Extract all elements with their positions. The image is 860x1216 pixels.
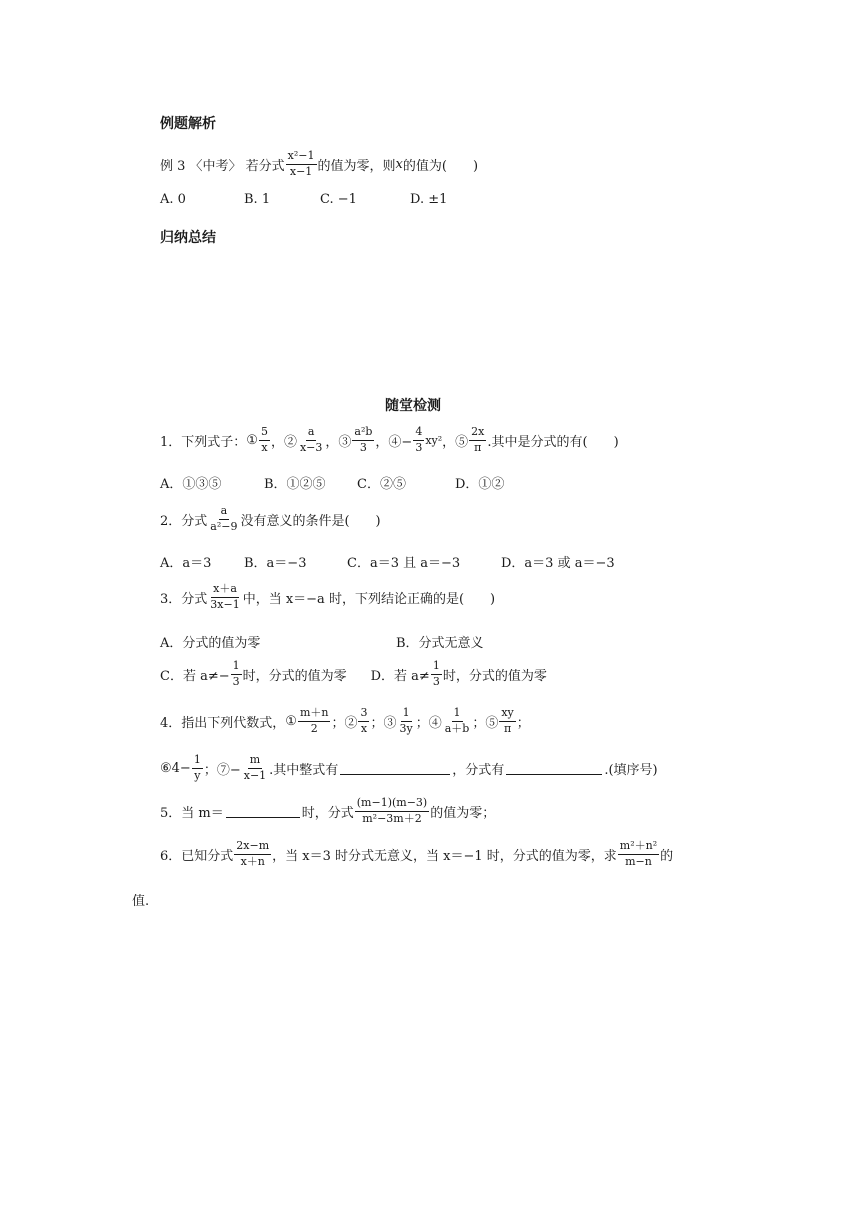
q1-option-b: B．①②⑤: [264, 477, 326, 492]
q4-item-4: ；④: [415, 715, 442, 731]
ex3-option-b: B. 1: [244, 192, 271, 207]
q3-option-c-pre: C．若 a≠−: [160, 668, 230, 684]
q1-frac-2: [298, 426, 324, 454]
q1-tail: .其中是分式的有( ): [487, 434, 619, 450]
q6-frac-1-den: x＋n: [240, 854, 265, 868]
q4-item-3: ；③: [370, 715, 397, 731]
q3-option-d-frac: [431, 660, 442, 688]
q4-item-7: ；⑦−: [203, 762, 241, 778]
ex3-fraction: [286, 150, 317, 178]
example-3: [160, 150, 478, 178]
q3-frac-den: 3x−1: [210, 597, 240, 611]
q4-item-6: ⑥4−: [160, 760, 191, 776]
q1-f4-den: 3: [415, 440, 423, 454]
ex3-var: x: [395, 156, 403, 172]
q4-f4-den: a＋b: [444, 721, 470, 735]
q1-f1-num: 5: [259, 426, 270, 441]
q1-frac-3: [352, 426, 374, 454]
q3-tail: 中，当 x＝−a 时，下列结论正确的是( ): [242, 591, 496, 607]
ex3-frac-num: x²−1: [286, 150, 317, 165]
q6-frac-2-den: m−n: [625, 854, 652, 868]
q1-number: 1．下列式子：: [160, 434, 247, 450]
q1-item-4: ，④−: [375, 434, 413, 450]
q2-frac-den: a²−9: [210, 519, 238, 533]
q1-f4-num: 4: [413, 426, 424, 441]
ex3-option-a: A. 0: [160, 192, 186, 207]
q3-frac-num: x＋a: [211, 583, 239, 598]
q3-options-ab: [160, 632, 484, 651]
q3-option-d-post: 时，分式的值为零: [442, 668, 547, 684]
q5-frac-den: m²−3m＋2: [362, 811, 422, 825]
q3-options-cd: [160, 660, 547, 688]
q5-frac: [355, 797, 429, 825]
ex3-suffix-a: 的值为零，则: [317, 158, 396, 174]
q4-frac-2: [358, 707, 369, 735]
q3-c-frac-den: 3: [232, 674, 240, 688]
ex3-option-d: D. ±1: [410, 192, 448, 207]
q4-frac-3: [397, 707, 414, 735]
q1-options: [160, 473, 504, 492]
q2-frac-num: a: [219, 505, 230, 520]
q4-blank-fraction[interactable]: [506, 761, 602, 775]
q4-f6-num: 1: [192, 754, 203, 769]
example-heading: 例题解析: [160, 116, 216, 132]
q4-item-5-tail: ；: [516, 715, 530, 731]
q2-option-c: C．a＝3 且 a＝−3: [347, 556, 461, 571]
q1-item-4-tail: xy²: [425, 433, 443, 447]
q1-item-5: ，⑤: [442, 434, 469, 450]
q6-frac-2-num: m²＋n²: [618, 840, 659, 855]
q4-f4-num: 1: [452, 707, 463, 722]
q6-text-1: ，当 x＝3 时分式无意义，当 x＝−1 时，分式的值为零，求: [272, 848, 617, 864]
q4-f5-num: xy: [499, 707, 515, 722]
q5-text-1: 时，分式: [301, 805, 354, 821]
summary-heading: 归纳总结: [160, 230, 216, 246]
q1-frac-4: [413, 426, 424, 454]
q4-f7-den: x−1: [243, 768, 267, 782]
quiz-title: 随堂检测: [385, 398, 441, 414]
q2-number: 2．分式: [160, 513, 208, 529]
q4-text-integral: .其中整式有: [269, 762, 339, 778]
q4-text-fraction: ，分式有: [452, 762, 505, 778]
q4-f3-num: 1: [401, 707, 412, 722]
ex3-option-c: C. −1: [320, 192, 357, 207]
q6-frac-2: [618, 840, 659, 868]
q3-d-frac-den: 3: [432, 674, 440, 688]
q1-f3-num: a²b: [352, 426, 374, 441]
q1-f5-den: π: [474, 440, 482, 454]
question-5: [160, 797, 495, 825]
ex3-suffix-b: 的值为( ): [402, 158, 479, 174]
question-4-cont: [160, 754, 658, 782]
q2-option-b: B．a＝−3: [244, 556, 307, 571]
question-3: [160, 583, 495, 611]
question-4: [160, 707, 530, 735]
q4-f7-num: m: [248, 754, 262, 769]
q4-item-1: ①: [285, 713, 297, 729]
q1-option-c: C．②⑤: [357, 477, 406, 492]
q4-frac-6: [192, 754, 203, 782]
ex3-options: [160, 192, 447, 207]
q4-f2-num: 3: [358, 707, 369, 722]
q4-number: 4．指出下列代数式，: [160, 715, 286, 731]
q1-f1-den: x: [261, 440, 268, 454]
question-1: [160, 426, 619, 454]
q6-frac-1-num: 2x−m: [234, 840, 271, 855]
q3-frac: [208, 583, 241, 611]
q4-frac-7: [242, 754, 268, 782]
q4-item-5: ；⑤: [472, 715, 499, 731]
q6-continued: 值.: [132, 894, 150, 909]
q4-f6-den: y: [194, 768, 201, 782]
q4-item-2: ；②: [331, 715, 358, 731]
q3-option-c-frac: [231, 660, 242, 688]
q5-number: 5．当 m＝: [160, 805, 224, 821]
q1-f5-num: 2x: [469, 426, 486, 441]
q4-f3-den: 3y: [399, 721, 413, 735]
q2-options: [160, 552, 615, 571]
q1-option-a: A．①③⑤: [160, 477, 222, 492]
q3-number: 3．分式: [160, 591, 208, 607]
q1-f3-den: 3: [359, 440, 367, 454]
ex3-frac-den: x−1: [289, 164, 313, 178]
q2-frac: [208, 505, 239, 533]
question-2: [160, 505, 381, 533]
q1-option-d: D．①②: [455, 477, 505, 492]
q2-option-d: D．a＝3 或 a＝−3: [501, 556, 615, 571]
q3-option-c-post: 时，分式的值为零: [242, 668, 347, 684]
q6-frac-1: [234, 840, 271, 868]
ex3-prefix: 例 3 〈中考〉 若分式: [160, 158, 285, 174]
q4-f1-den: 2: [310, 721, 318, 735]
q4-f5-den: π: [503, 721, 512, 735]
q4-frac-5: [499, 707, 515, 735]
q5-blank[interactable]: [226, 804, 300, 818]
q5-frac-num: (m−1)(m−3): [355, 797, 429, 812]
q1-f2-den: x−3: [299, 440, 323, 454]
q1-frac-5: [469, 426, 486, 454]
q1-frac-1: [259, 426, 270, 454]
q2-option-a: A．a＝3: [160, 556, 212, 571]
q4-frac-1: [298, 707, 331, 735]
q1-item-3: ，③: [325, 434, 352, 450]
q1-f2-num: a: [306, 426, 317, 441]
q4-text-tail: .(填序号): [604, 762, 658, 778]
q5-text-2: 的值为零；: [430, 805, 496, 821]
q3-d-frac-num: 1: [431, 660, 442, 675]
q4-f2-den: x: [360, 721, 368, 735]
q2-tail: 没有意义的条件是( ): [240, 513, 381, 529]
q4-frac-4: [443, 707, 472, 735]
q3-option-a: A．分式的值为零: [160, 636, 261, 651]
q1-item-2: ，②: [270, 434, 297, 450]
q3-option-b: B．分式无意义: [396, 636, 484, 651]
question-6: [160, 840, 673, 868]
q6-number: 6．已知分式: [160, 848, 234, 864]
q3-option-d-pre: D．若 a≠: [370, 668, 430, 684]
q4-blank-integral[interactable]: [340, 761, 450, 775]
q4-f1-num: m＋n: [298, 707, 331, 722]
q1-item-1: ①: [246, 432, 258, 448]
q3-c-frac-num: 1: [231, 660, 242, 675]
q6-text-2: 的: [660, 848, 674, 864]
